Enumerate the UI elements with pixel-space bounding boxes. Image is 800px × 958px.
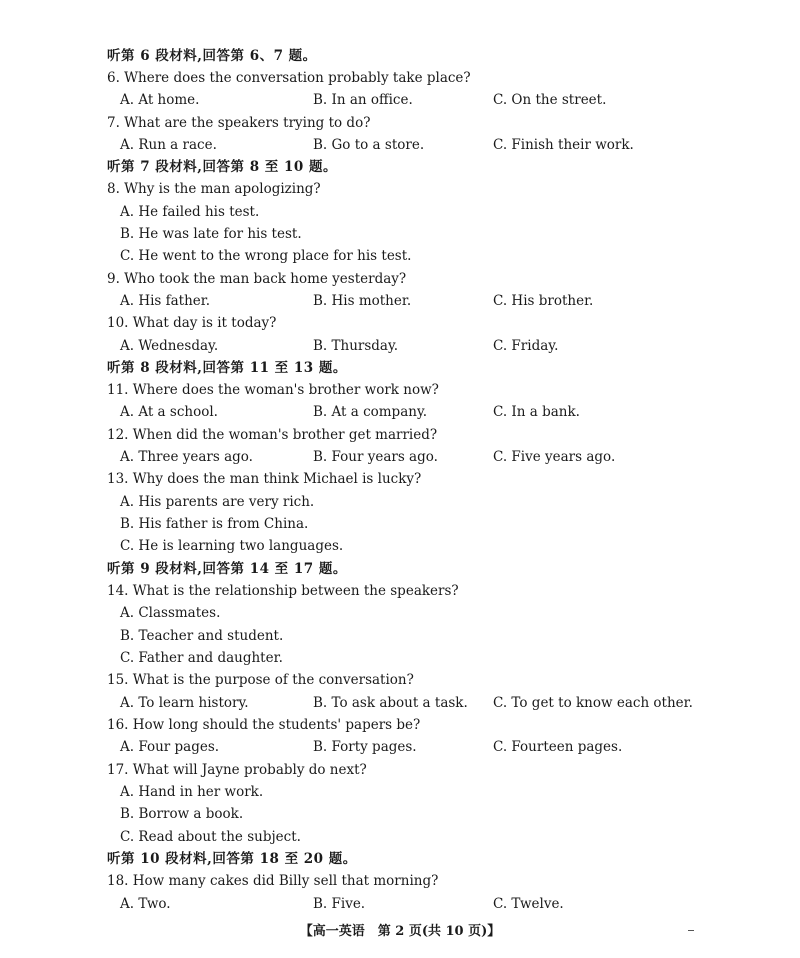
q12-option-b: B. Four years ago.	[313, 449, 438, 465]
q11-option-b: B. At a company.	[313, 404, 428, 420]
q7-option-b: B. Go to a store.	[313, 137, 425, 153]
q16-option-c: C. Fourteen pages.	[493, 739, 623, 755]
question-10: 10. What day is it today?	[107, 315, 277, 331]
q14-option-a: A. Classmates.	[120, 605, 221, 621]
q17-option-b: B. Borrow a book.	[120, 806, 244, 822]
q10-option-a: A. Wednesday.	[120, 338, 219, 354]
q17-option-c: C. Read about the subject.	[120, 829, 301, 845]
q18-option-c: C. Twelve.	[493, 896, 564, 912]
q8-option-a: A. He failed his test.	[120, 204, 260, 220]
q8-option-b: B. He was late for his test.	[120, 226, 302, 242]
q9-option-b: B. His mother.	[313, 293, 412, 309]
page-footer: 【高一英语 第 2 页(共 10 页)】	[299, 924, 501, 939]
q11-option-a: A. At a school.	[120, 404, 218, 420]
q6-option-c: C. On the street.	[493, 92, 607, 108]
question-13: 13. Why does the man think Michael is lucky?	[107, 471, 422, 487]
scan-mark	[688, 930, 694, 931]
question-18: 18. How many cakes did Billy sell that morning?	[107, 873, 439, 889]
question-9: 9. Who took the man back home yesterday?	[107, 271, 407, 287]
q18-option-a: A. Two.	[120, 896, 171, 912]
question-8: 8. Why is the man apologizing?	[107, 181, 321, 197]
question-16: 16. How long should the students' papers be?	[107, 717, 421, 733]
q7-option-c: C. Finish their work.	[493, 137, 634, 153]
question-12: 12. When did the woman's brother get married?	[107, 427, 438, 443]
q16-option-a: A. Four pages.	[120, 739, 220, 755]
q12-option-c: C. Five years ago.	[493, 449, 616, 465]
q17-option-a: A. Hand in her work.	[120, 784, 264, 800]
section-heading-7: 听第 7 段材料,回答第 8 至 10 题。	[107, 159, 337, 175]
question-11: 11. Where does the woman's brother work now?	[107, 382, 439, 398]
q15-option-c: C. To get to know each other.	[493, 695, 693, 711]
q15-option-b: B. To ask about a task.	[313, 695, 468, 711]
q14-option-b: B. Teacher and student.	[120, 628, 284, 644]
q9-option-c: C. His brother.	[493, 293, 594, 309]
q13-option-b: B. His father is from China.	[120, 516, 309, 532]
question-6: 6. Where does the conversation probably take place?	[107, 70, 471, 86]
section-heading-8: 听第 8 段材料,回答第 11 至 13 题。	[107, 360, 347, 376]
question-7: 7. What are the speakers trying to do?	[107, 115, 371, 131]
q12-option-a: A. Three years ago.	[120, 449, 253, 465]
question-14: 14. What is the relationship between the speakers?	[107, 583, 459, 599]
section-heading-6: 听第 6 段材料,回答第 6、7 题。	[107, 48, 317, 64]
q11-option-c: C. In a bank.	[493, 404, 580, 420]
section-heading-10: 听第 10 段材料,回答第 18 至 20 题。	[107, 851, 357, 867]
q15-option-a: A. To learn history.	[120, 695, 249, 711]
q6-option-b: B. In an office.	[313, 92, 413, 108]
question-17: 17. What will Jayne probably do next?	[107, 762, 367, 778]
q14-option-c: C. Father and daughter.	[120, 650, 283, 666]
q10-option-b: B. Thursday.	[313, 338, 399, 354]
q18-option-b: B. Five.	[313, 896, 366, 912]
question-15: 15. What is the purpose of the conversation?	[107, 672, 414, 688]
q7-option-a: A. Run a race.	[120, 137, 217, 153]
q8-option-c: C. He went to the wrong place for his test.	[120, 248, 412, 264]
q6-option-a: A. At home.	[120, 92, 200, 108]
q13-option-a: A. His parents are very rich.	[120, 494, 315, 510]
q10-option-c: C. Friday.	[493, 338, 559, 354]
q13-option-c: C. He is learning two languages.	[120, 538, 344, 554]
q9-option-a: A. His father.	[120, 293, 211, 309]
q16-option-b: B. Forty pages.	[313, 739, 417, 755]
section-heading-9: 听第 9 段材料,回答第 14 至 17 题。	[107, 561, 347, 577]
